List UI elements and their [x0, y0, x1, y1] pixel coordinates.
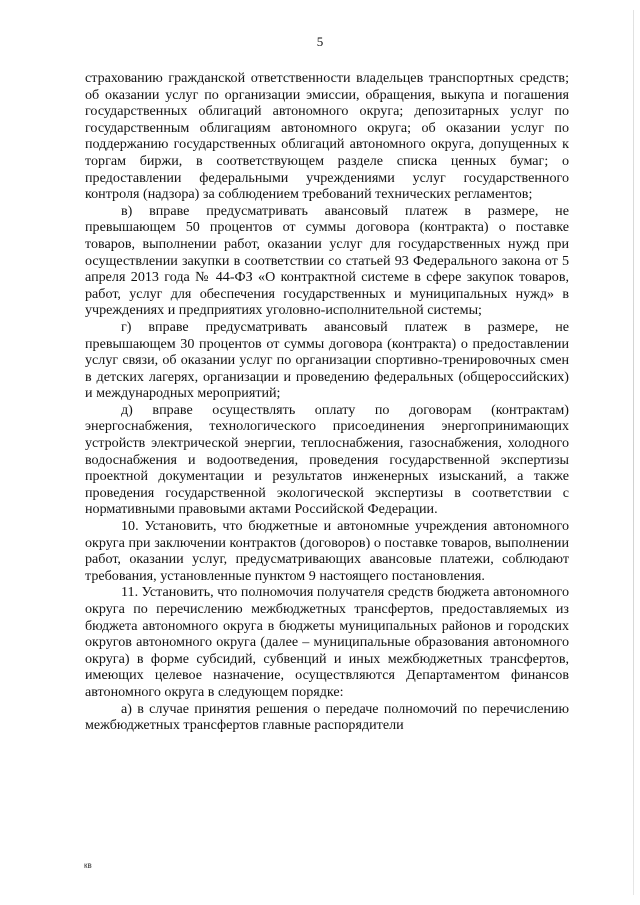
paragraph-clause-11: 11. Установить, что полномочия получателя средств бюджета автономного округа по перечислению межбюджетных трансфертов, предоставляемых из бюджета автономного округа в бюджеты муниципальных районов и городских округов автономного округа (далее – муниципальные образования автономного округа) в форме субсидий, субвенций и иных межбюджетных трансфертов, имеющих целевое назначение, осуществляются Департаментом финансов автономного округа в следующем порядке:	[85, 584, 569, 700]
paragraph-continuation: страхованию гражданской ответственности владельцев транспортных средств; об оказании услуг по организации эмиссии, обращения, выкупа и погашения государственных облигаций автономного округа; депозитарных услуг по государственным облигациям автономного округа; об оказании услуг по поддержанию государственных облигаций автономного округа, допущенных к торгам биржи, в соответствующем разделе списка ценных бумаг; о предоставлении федеральными учреждениями услуг государственного контроля (надзора) за соблюдением требований технических регламентов;	[85, 70, 569, 203]
paragraph-item-a: а) в случае принятия решения о передаче полномочий по перечислению межбюджетных трансфертов главные распорядители	[85, 700, 569, 734]
page-number: 5	[316, 34, 324, 49]
paragraph-item-d: д) вправе осуществлять оплату по договорам (контрактам) энергоснабжения, технологического присоединения энергопринимающих устройств электрической энергии, теплоснабжения, газоснабжения, холодного водоснабжения и водоотведения, проведения государственной экспертизы проектной документации и результатов инженерных изысканий, а также проведения государственной экологической экспертизы в соответствии с нормативными правовыми актами Российской Федерации.	[85, 401, 569, 518]
paragraph-clause-10: 10. Установить, что бюджетные и автономные учреждения автономного округа при заключении контрактов (договоров) о поставке товаров, выполнении работ, оказании услуг, предусматривающих авансовые платежи, соблюдают требования, установленные пунктом 9 настоящего постановления.	[85, 518, 569, 584]
scan-edge	[633, 10, 634, 895]
paragraph-item-v: в) вправе предусматривать авансовый платеж в размере, не превышающем 50 процентов от суммы договора (контракта) о поставке товаров, выполнении работ, оказании услуг для государственных нужд при осуществлении закупки в соответствии со статьей 93 Федерального закона от 5 апреля 2013 года № 44-ФЗ «О контрактной системе в сфере закупок товаров, работ, услуг для обеспечения государственных и муниципальных нужд» в учреждениях и предприятиях уголовно-исполнительной системы;	[85, 202, 569, 319]
document-body	[85, 70, 569, 734]
paragraph-item-g: г) вправе предусматривать авансовый платеж в размере, не превышающем 30 процентов от суммы договора (контракта) о предоставлении услуг связи, об оказании услуг по организации спортивно-тренировочных смен в детских лагерях, организации и проведению федеральных (общероссийских) и международных мероприятий;	[85, 318, 569, 402]
footer-initials: кв	[84, 861, 92, 870]
